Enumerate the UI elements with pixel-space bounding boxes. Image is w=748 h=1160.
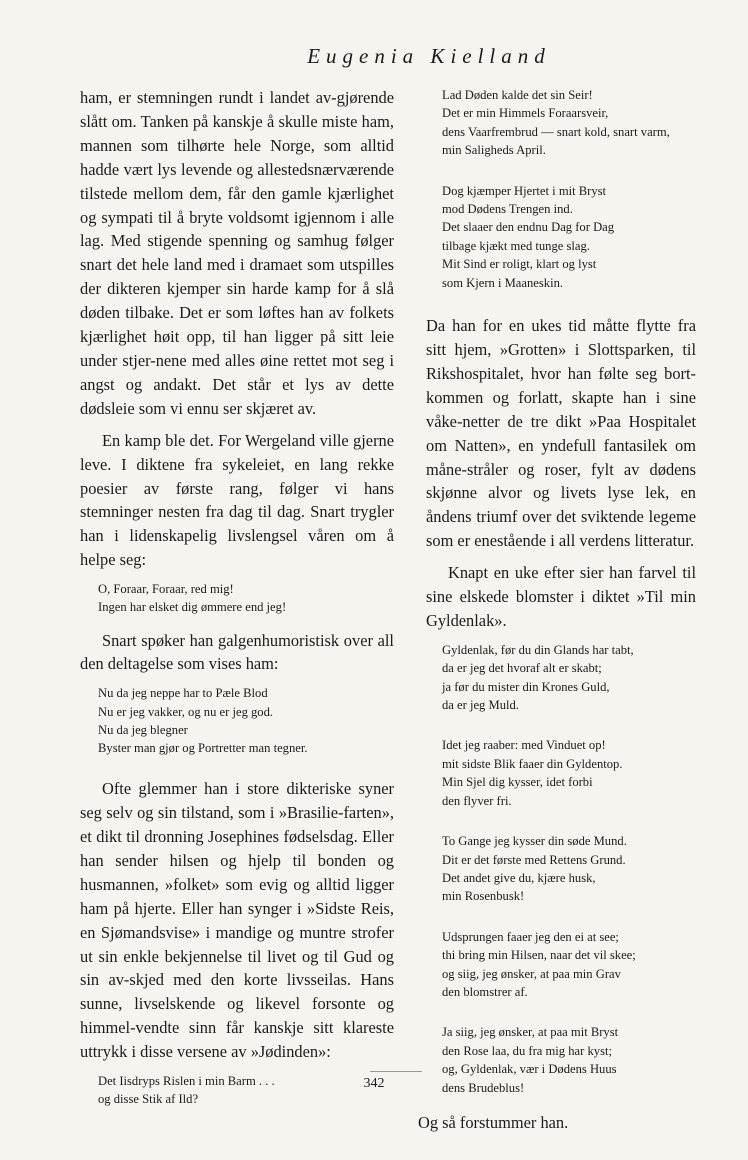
verse-line: ja før du mister din Krones Guld,: [442, 679, 610, 694]
paragraph: ham, er stemningen rundt i landet av-gjørende slått om. Tanken på kanskje å skulle miste ham, mannen som tilhørte hele Norge, som alltid hadde vært lys levende og allestedsnærværende tilstede mellom dem, får den gamle kjærlighet og sympati til å bryte voldsomt igjennom i alle lag. Med stigende spenning og samhug følger snart det hele land med i dramaet som utspilles der dikteren kjemper sin harde kamp for å slå døden tilbake. Det er som løftes han av folkets kjærlighet høit opp, til han ligger på sitt leie under stjer-nene med alles øine rettet mot seg i angst og andakt. Det står et lys av dette dødsleie som vi ennu ser skjæret av.: [80, 88, 394, 418]
left-column: [80, 86, 394, 1120]
footer-rule: [370, 1071, 422, 1072]
verse-line: Ingen har elsket dig ømmere end jeg!: [98, 600, 287, 615]
verse-line: da er jeg Muld.: [442, 698, 519, 713]
verse-line: og, Gyldenlak, vær i Dødens Huus: [442, 1062, 617, 1077]
verse-line: Idet jeg raaber: med Vinduet op!: [442, 738, 606, 753]
verse-line: Dog kjæmper Hjertet i mit Bryst: [442, 183, 607, 198]
verse-line: som Kjern i Maaneskin.: [442, 275, 564, 290]
verse-line: og disse Stik af Ild?: [98, 1092, 199, 1107]
poem-stanza: [98, 580, 394, 616]
verse-line: Det slaaer den endnu Dag for Dag: [442, 220, 615, 235]
verse-line: Min Sjel dig kysser, idet forbi: [442, 775, 593, 790]
verse-line: Det andet give du, kjære husk,: [442, 870, 596, 885]
poem-stanza: [442, 736, 696, 810]
verse-line: Nu da jeg neppe har to Pæle Blod: [98, 686, 268, 701]
verse-line: tilbage kjækt med tunge slag.: [442, 238, 590, 253]
verse-line: To Gange jeg kysser din søde Mund.: [442, 834, 627, 849]
verse-line: Dit er det første med Rettens Grund.: [442, 852, 626, 867]
verse-line: dens Brudeblus!: [442, 1080, 525, 1095]
verse-line: Det er min Himmels Foraarsveir,: [442, 106, 609, 121]
verse-line: den Rose laa, du fra mig har kyst;: [442, 1043, 612, 1058]
verse-line: Det Iisdryps Rislen i min Barm . . .: [98, 1074, 275, 1089]
verse-line: den flyver fri.: [442, 793, 512, 808]
paragraph: En kamp ble det. For Wergeland ville gjerne leve. I diktene fra sykeleiet, en lang rekke poesier av første rang, følger vi hans stemninger nesten fra dag til dag. Snart trygler han i lidenskapelig livslengsel våren om å helpe seg:: [80, 430, 394, 570]
verse-line: mit sidste Blik faaer din Gyldentop.: [442, 756, 623, 771]
verse-line: min Rosenbusk!: [442, 889, 525, 904]
right-column: [418, 86, 696, 1143]
verse-line: Gyldenlak, før du din Glands har tabt,: [442, 642, 634, 657]
verse-line: Udsprungen faaer jeg den ei at see;: [442, 929, 619, 944]
verse-line: min Saligheds April.: [442, 143, 546, 158]
closing-line: Og så forstummer han.: [418, 1112, 569, 1132]
verse-line: O, Foraar, Foraar, red mig!: [98, 582, 234, 597]
page-number: 342: [363, 1076, 385, 1091]
paragraph: Ofte glemmer han i store dikteriske syner seg selv og sin tilstand, som i »Brasilie-farten», et dikt til dronning Josephines fødselsdag. Eller han sender hilsen og hjelp til bonden og husmannen, »folket» som evig og alltid ligger ham på hjerte. Eller han synger i »Sidste Reis, en Sjømandsvise» i mandige og muntre strofer ut sin enkle bekjennelse til livet og til Gud og sin av-skjed med den korte livsseilas. Hans sunne, livselskende og likevel forsonte og himmel-vendte sinn får kanskje sitt klareste uttrykk i disse versene av »Jødinden»:: [80, 779, 394, 1062]
paragraph: Da han for en ukes tid måtte flytte fra sitt hjem, »Grotten» i Slottsparken, til Rikshospitalet, hvor han følte seg bort-kommen og forlatt, skapte han i sine våke-netter de tre dikt »Paa Hospitalet om Natten», en yndefull fantasilek om måne-stråler og roser, fylt av dødens skjønne alvor og livets lyse lek, en åndens triumf over det sviktende legeme som er enestående i all verdens litteratur.: [426, 316, 696, 551]
poem-stanza: [98, 684, 394, 757]
verse-line: og siig, jeg ønsker, at paa min Grav: [442, 966, 621, 981]
verse-line: dens Vaarfrembrud — snart kold, snart varm,: [442, 124, 670, 139]
verse-line: thi bring min Hilsen, naar det vil skee;: [442, 948, 636, 963]
verse-line: Lad Døden kalde det sin Seir!: [442, 88, 593, 102]
poem-stanza: [442, 928, 696, 1002]
verse-line: Nu da jeg blegner: [98, 722, 188, 737]
verse-line: Byster man gjør og Portretter man tegner.: [98, 740, 308, 755]
verse-line: Ja siig, jeg ønsker, at paa mit Bryst: [442, 1025, 619, 1040]
verse-line: Mit Sind er roligt, klart og lyst: [442, 257, 597, 272]
poem-stanza: [442, 641, 696, 715]
verse-line: mod Dødens Trengen ind.: [442, 202, 573, 217]
paragraph: Snart spøker han galgenhumoristisk over all den deltagelse som vises ham:: [80, 630, 394, 674]
verse-line: Nu er jeg vakker, og nu er jeg god.: [98, 704, 274, 719]
verse-line: den blomstrer af.: [442, 984, 528, 999]
poem-stanza: [442, 86, 696, 160]
paragraph: Knapt en uke efter sier han farvel til sine elskede blomster i diktet »Til min Gyldenlak».: [426, 563, 696, 630]
poem-stanza: [442, 832, 696, 906]
running-header: Eugenia Kielland: [307, 44, 551, 68]
poem-stanza: [442, 182, 696, 292]
verse-line: da er jeg det hvoraf alt er skabt;: [442, 661, 602, 676]
